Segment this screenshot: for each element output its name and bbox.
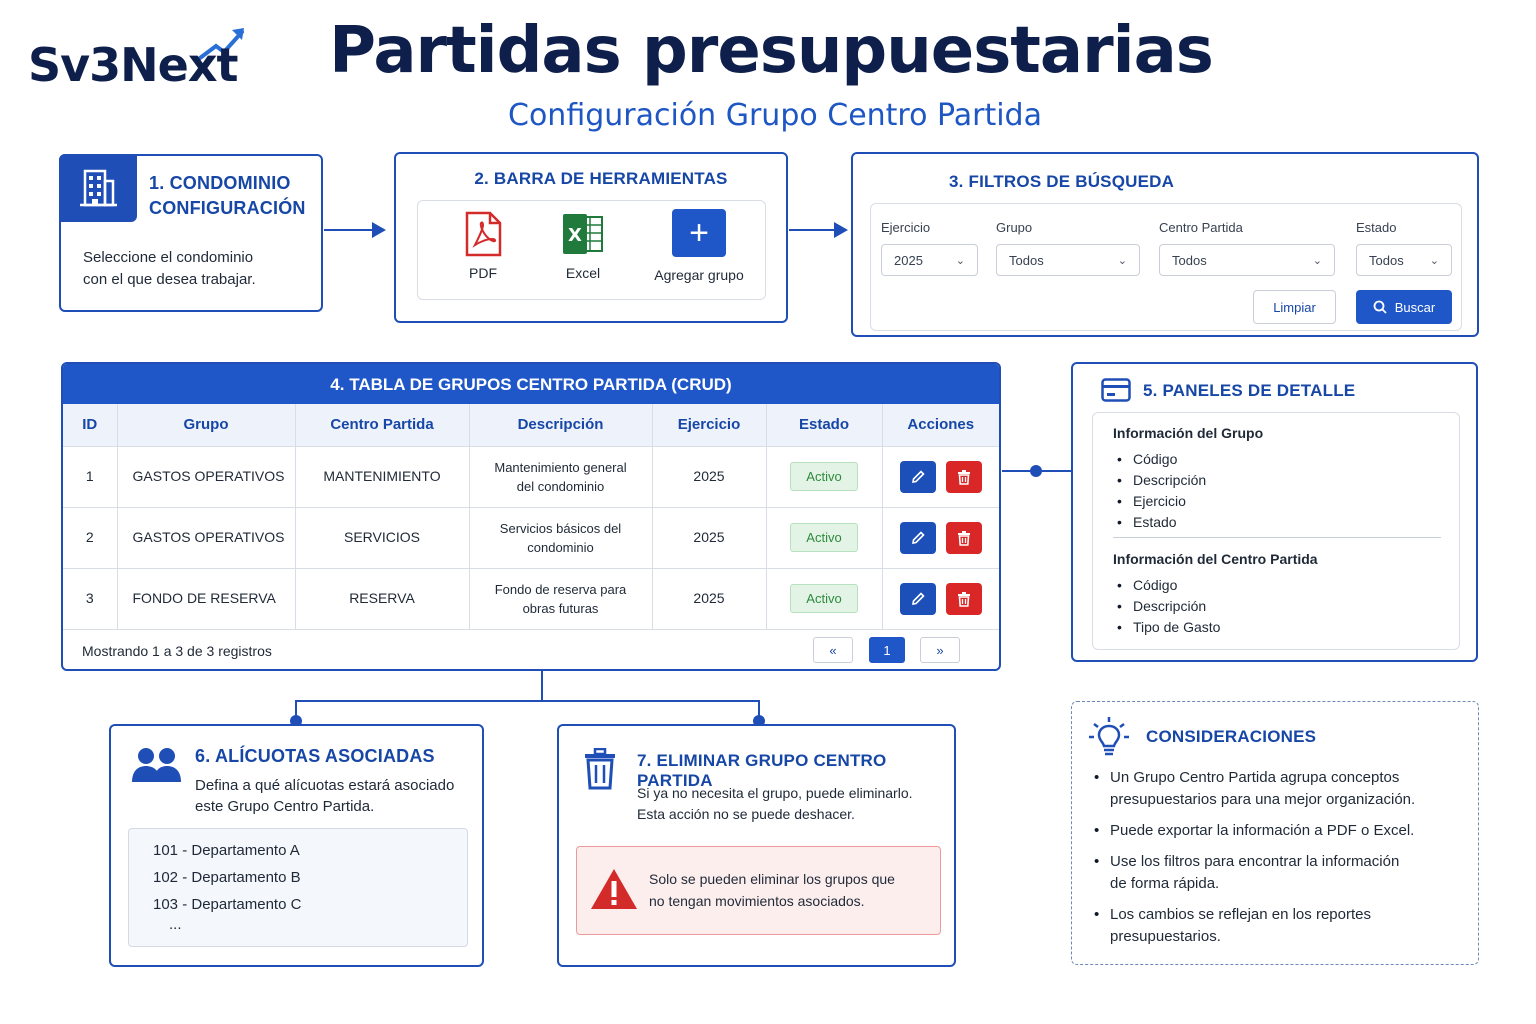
table-row[interactable]: 1 GASTOS OPERATIVOS MANTENIMIENTO Mantenimiento general del condominio 2025 Activo bbox=[63, 446, 999, 507]
excel-icon bbox=[560, 211, 606, 257]
delete-warning-box bbox=[576, 846, 941, 935]
estado-select[interactable]: Todos ⌄ bbox=[1356, 244, 1452, 276]
section1-title: 1. CONDOMINIO CONFIGURACIÓN bbox=[149, 173, 306, 218]
list-item[interactable]: 101 - Departamento A bbox=[153, 842, 300, 859]
toolbar bbox=[417, 200, 766, 300]
section4-title: 4. TABLA DE GRUPOS CENTRO PARTIDA (CRUD) bbox=[330, 375, 732, 394]
filter-label-ejercicio: Ejercicio bbox=[881, 220, 931, 235]
building-icon bbox=[77, 167, 119, 209]
connector-arrow-2 bbox=[789, 229, 839, 231]
chevron-down-icon: ⌄ bbox=[1312, 254, 1322, 267]
list-item: • Código bbox=[1113, 575, 1220, 596]
list-item: • Puede exportar la información a PDF o Excel. bbox=[1090, 820, 1415, 842]
excel-button[interactable] bbox=[548, 211, 618, 291]
pagination-next[interactable]: » bbox=[920, 637, 960, 663]
centro-partida-select[interactable]: Todos ⌄ bbox=[1159, 244, 1335, 276]
list-item: • Use los filtros para encontrar la información de forma rápida. bbox=[1090, 851, 1415, 895]
detail-panels-card bbox=[1071, 362, 1478, 662]
col-acciones: Acciones bbox=[882, 404, 999, 446]
section7-text: Si ya no necesita el grupo, puede eliminarlo. Esta acción no se puede deshacer. bbox=[637, 785, 913, 822]
delete-button[interactable] bbox=[946, 583, 982, 615]
pencil-icon bbox=[910, 530, 926, 546]
section6-text: Defina a qué alícuotas estará asociado este Grupo Centro Partida. bbox=[195, 777, 455, 815]
trash-icon bbox=[583, 748, 617, 790]
card-icon bbox=[1101, 378, 1131, 402]
arrow-right-icon-2 bbox=[834, 222, 848, 238]
ejercicio-select[interactable]: 2025 ⌄ bbox=[881, 244, 978, 276]
section6-title: 6. ALÍCUOTAS ASOCIADAS bbox=[195, 746, 435, 766]
alicuotas-card bbox=[109, 724, 484, 967]
filter-label-grupo: Grupo bbox=[996, 220, 1033, 235]
connector-arrow-1 bbox=[324, 229, 376, 231]
pdf-label: PDF bbox=[469, 265, 497, 281]
list-item: • Código bbox=[1113, 449, 1206, 470]
divider bbox=[1113, 537, 1441, 538]
considerations-title: CONSIDERACIONES bbox=[1146, 727, 1317, 746]
lightbulb-icon bbox=[1088, 716, 1130, 758]
col-ejercicio: Ejercicio bbox=[652, 404, 766, 446]
status-badge: Activo bbox=[790, 584, 857, 613]
list-item: • Estado bbox=[1113, 512, 1206, 533]
logo-text: Sv3Next bbox=[28, 38, 238, 92]
filters-panel bbox=[870, 203, 1462, 331]
detail-panel bbox=[1092, 412, 1460, 650]
search-icon bbox=[1373, 300, 1387, 314]
list-item: • Los cambios se reflejan en los reportes presupuestarios. bbox=[1090, 904, 1415, 948]
filters-card bbox=[851, 152, 1479, 337]
table-row[interactable]: 3 FONDO DE RESERVA RESERVA Fondo de reserva para obras futuras 2025 Activo bbox=[63, 568, 999, 629]
list-item: • Tipo de Gasto bbox=[1113, 617, 1220, 638]
section7-title: 7. ELIMINAR GRUPO CENTRO PARTIDA bbox=[637, 751, 887, 790]
list-item[interactable]: 102 - Departamento B bbox=[153, 869, 301, 886]
table-row[interactable]: 2 GASTOS OPERATIVOS SERVICIOS Servicios básicos del condominio 2025 Activo bbox=[63, 507, 999, 568]
status-badge: Activo bbox=[790, 523, 857, 552]
warning-icon bbox=[589, 867, 639, 911]
arrow-right-icon bbox=[372, 222, 386, 238]
pdf-button[interactable] bbox=[448, 211, 518, 291]
col-descripcion: Descripción bbox=[469, 404, 652, 446]
add-group-button[interactable] bbox=[644, 209, 754, 291]
delete-button[interactable] bbox=[946, 461, 982, 493]
trash-icon bbox=[957, 469, 971, 485]
filter-label-estado: Estado bbox=[1356, 220, 1397, 235]
connector-dot bbox=[1030, 465, 1042, 477]
col-centro-partida: Centro Partida bbox=[295, 404, 469, 446]
list-item: • Descripción bbox=[1113, 596, 1220, 617]
list-more: ... bbox=[169, 916, 182, 933]
considerations-list bbox=[1090, 767, 1415, 948]
edit-button[interactable] bbox=[900, 522, 936, 554]
search-button[interactable]: Buscar bbox=[1356, 290, 1452, 324]
delete-button[interactable] bbox=[946, 522, 982, 554]
centro-info-list bbox=[1113, 575, 1220, 638]
condominio-config-card bbox=[59, 154, 323, 312]
pagination-prev[interactable]: « bbox=[813, 637, 853, 663]
list-item: • Ejercicio bbox=[1113, 491, 1206, 512]
table-header-row bbox=[63, 404, 999, 446]
page-title: Partidas presupuestarias bbox=[329, 14, 1213, 88]
section5-title: 5. PANELES DE DETALLE bbox=[1143, 381, 1356, 400]
clear-button[interactable]: Limpiar bbox=[1253, 290, 1336, 324]
plus-icon: + bbox=[672, 209, 726, 257]
data-table bbox=[63, 404, 999, 630]
section2-title: 2. BARRA DE HERRAMIENTAS bbox=[474, 169, 728, 188]
pdf-icon bbox=[463, 211, 503, 257]
toolbar-card bbox=[394, 152, 788, 323]
pagination-page-1[interactable]: 1 bbox=[869, 637, 905, 663]
col-grupo: Grupo bbox=[117, 404, 295, 446]
trash-icon bbox=[957, 591, 971, 607]
status-badge: Activo bbox=[790, 462, 857, 491]
pencil-icon bbox=[910, 591, 926, 607]
alicuotas-list bbox=[128, 828, 468, 947]
group-info-title: Información del Grupo bbox=[1113, 425, 1264, 441]
group-info-list bbox=[1113, 449, 1206, 533]
filter-label-centro: Centro Partida bbox=[1159, 220, 1243, 235]
edit-button[interactable] bbox=[900, 583, 936, 615]
page-subtitle: Configuración Grupo Centro Partida bbox=[508, 98, 1042, 133]
col-id: ID bbox=[63, 404, 117, 446]
list-item: • Un Grupo Centro Partida agrupa conceptos presupuestarios para una mejor organización. bbox=[1090, 767, 1415, 811]
users-icon bbox=[131, 746, 183, 784]
warning-text: Solo se pueden eliminar los grupos que no tengan movimientos asociados. bbox=[649, 871, 895, 909]
section1-text: Seleccione el condominio con el que desea trabajar. bbox=[83, 249, 256, 288]
col-estado: Estado bbox=[766, 404, 882, 446]
crud-table-card bbox=[61, 362, 1001, 671]
section3-title: 3. FILTROS DE BÚSQUEDA bbox=[949, 172, 1175, 191]
svg-text:X: X bbox=[568, 225, 582, 246]
pencil-icon bbox=[910, 469, 926, 485]
excel-label: Excel bbox=[565, 265, 601, 281]
list-item: • Descripción bbox=[1113, 470, 1206, 491]
grupo-select[interactable]: Todos ⌄ bbox=[996, 244, 1140, 276]
centro-info-title: Información del Centro Partida bbox=[1113, 551, 1318, 567]
list-item[interactable]: 103 - Departamento C bbox=[153, 896, 302, 913]
table-footer-text: Mostrando 1 a 3 de 3 registros bbox=[82, 643, 272, 659]
chevron-down-icon: ⌄ bbox=[1117, 254, 1127, 267]
chevron-down-icon: ⌄ bbox=[955, 254, 965, 267]
chevron-down-icon: ⌄ bbox=[1429, 254, 1439, 267]
considerations-card bbox=[1071, 701, 1479, 965]
connector-tree-bar bbox=[295, 700, 760, 702]
connector-tree-stem bbox=[541, 671, 543, 701]
delete-group-card bbox=[557, 724, 956, 967]
trash-icon bbox=[957, 530, 971, 546]
building-icon-box bbox=[59, 154, 137, 222]
edit-button[interactable] bbox=[900, 461, 936, 493]
add-group-label: Agregar grupo bbox=[654, 267, 744, 283]
